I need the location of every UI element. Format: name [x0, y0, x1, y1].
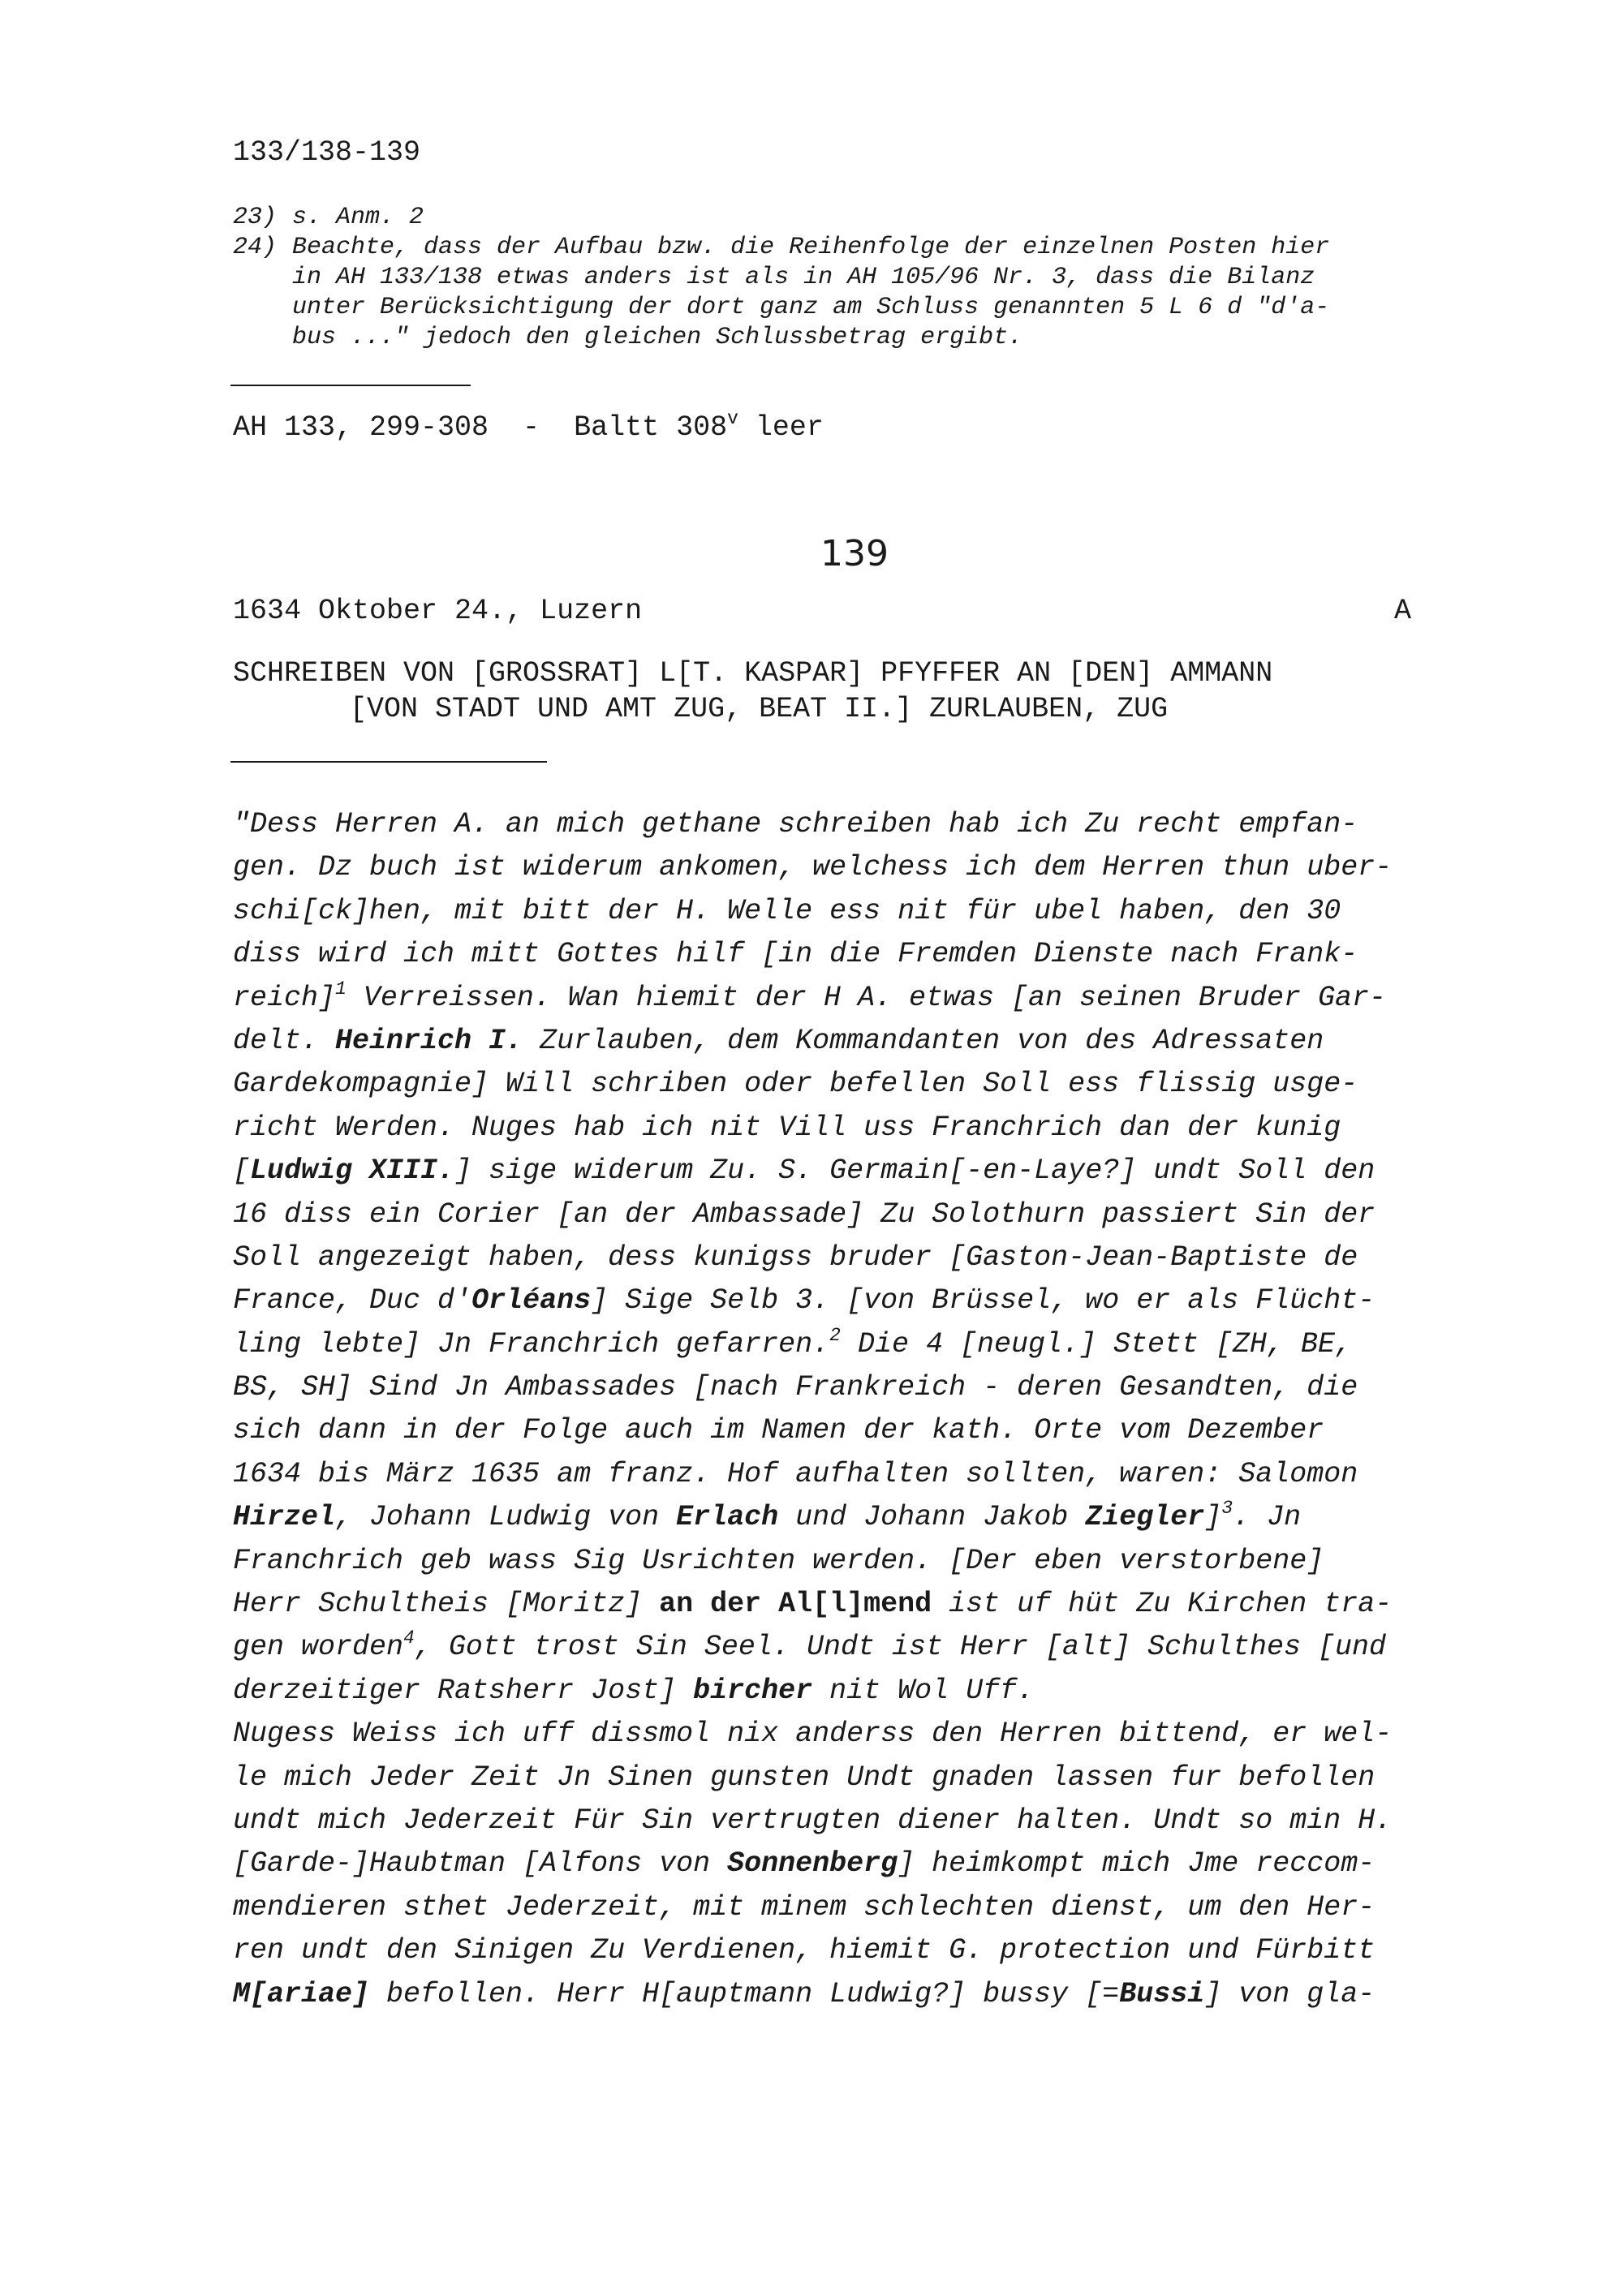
person-name: bircher	[693, 1674, 813, 1707]
footnote-ref: 2	[829, 1324, 841, 1346]
document-title-line: SCHREIBEN VON [GROSSRAT] L[T. KASPAR] PFYFFER AN [DEN] AMMANN	[233, 657, 1273, 690]
footnote-ref: 1	[335, 978, 347, 1000]
body-line: [Ludwig XIII.] sige widerum Zu. S. Germain[-en-Laye?] undt Soll den	[233, 1154, 1375, 1188]
source-reference-text: AH 133, 299-308 - Baltt 308	[233, 411, 728, 444]
body-line: reich]$^1$ Verreissen. Wan hiemit der H A. etwas [an seinen Bruder Gar-	[233, 978, 1387, 1014]
body-line: gen. Dz buch ist widerum ankomen, welchess ich dem Herren thun uber-	[233, 851, 1393, 884]
body-line: 16 diss ein Corier [an der Ambassade] Zu Solothurn passiert Sin der	[233, 1197, 1375, 1231]
footnote-24	[233, 233, 1483, 353]
body-line: undt mich Jederzeit Für Sin vertrugten diener halten. Undt so min H.	[233, 1804, 1393, 1837]
page-reference: 133/138-139	[233, 136, 421, 169]
source-reference	[233, 408, 824, 444]
footnote-number: 23)	[233, 204, 278, 231]
footnote-divider	[230, 385, 471, 386]
body-line: Herr Schultheis [Moritz] an der Al[l]mend ist uf hüt Zu Kirchen tra-	[233, 1588, 1393, 1621]
body-line: ren undt den Sinigen Zu Verdienen, hiemit G. protection und Fürbitt	[233, 1934, 1375, 1967]
body-line: ling lebte] Jn Franchrich gefarren.$^2$ Die 4 [neugl.] Stett [ZH, BE,	[233, 1324, 1353, 1361]
body-line: M[ariae] befollen. Herr H[auptmann Ludwig?] bussy [=Bussi] von gla-	[233, 1977, 1375, 2010]
person-name: Ziegler	[1085, 1501, 1205, 1534]
person-name: Sonnenberg	[727, 1847, 898, 1881]
body-line: gen worden$^4$, Gott trost Sin Seel. Undt ist Herr [alt] Schulthes [und	[233, 1627, 1387, 1664]
source-reference-suffix: leer	[738, 411, 824, 444]
person-name: Heinrich I.	[335, 1024, 523, 1057]
document-number: 139	[820, 533, 889, 574]
letter-body	[233, 803, 1548, 2016]
body-line: derzeitiger Ratsherr Jost] bircher nit Wol Uff.	[233, 1674, 1035, 1707]
body-line: sich dann in der Folge auch im Namen der kath. Orte vom Dezember	[233, 1414, 1324, 1447]
verso-mark: v	[727, 408, 738, 429]
body-line: Gardekompagnie] Will schriben oder befellen Soll ess flissig usge-	[233, 1068, 1358, 1101]
footnote-line: unter Berücksichtigung der dort ganz am Schluss genannten 5 L 6 d "d'a-	[292, 294, 1330, 321]
footnote-ref: 4	[403, 1627, 415, 1649]
body-line: France, Duc d'Orléans] Sige Selb 3. [von Brüssel, wo er als Flücht-	[233, 1284, 1375, 1318]
footnote-number: 24)	[233, 234, 278, 261]
person-name: an der Al[l]mend	[659, 1588, 932, 1621]
document-letter: A	[1394, 595, 1412, 627]
body-line: Hirzel, Johann Ludwig von Erlach und Johann Jakob Ziegler]$^3$. Jn	[233, 1498, 1302, 1534]
person-name: M[ariae]	[233, 1977, 370, 2010]
footnote-23	[233, 203, 424, 233]
person-name: Hirzel	[233, 1501, 336, 1534]
document-title-line: [VON STADT UND AMT ZUG, BEAT II.] ZURLAUBEN, ZUG	[350, 693, 1169, 725]
footnote-line: bus ..." jedoch den gleichen Schlussbetrag ergibt.	[292, 324, 1023, 351]
person-name: Orléans	[471, 1284, 592, 1318]
footnote-line: in AH 133/138 etwas anders ist als in AH 105/96 Nr. 3, dass die Bilanz	[292, 264, 1315, 291]
body-line: diss wird ich mitt Gottes hilf [in die Fremden Dienste nach Frank-	[233, 938, 1358, 971]
person-name: Erlach	[676, 1501, 779, 1534]
body-line: Franchrich geb wass Sig Usrichten werden. [Der eben verstorbene]	[233, 1544, 1324, 1577]
date-place: 1634 Oktober 24., Luzern	[233, 595, 643, 627]
person-name: Ludwig XIII.	[250, 1154, 455, 1188]
title-divider	[230, 761, 547, 763]
body-line: schi[ck]hen, mit bitt der H. Welle ess nit für ubel haben, den 30	[233, 894, 1341, 927]
body-line: Nugess Weiss ich uff dissmol nix anderss den Herren bittend, er wel-	[233, 1718, 1393, 1751]
body-line: mendieren sthet Jederzeit, mit minem schlechten dienst, um den Her-	[233, 1890, 1375, 1924]
body-line: richt Werden. Nuges hab ich nit Vill uss Franchrich dan der kunig	[233, 1111, 1341, 1144]
body-line: le mich Jeder Zeit Jn Sinen gunsten Undt gnaden lassen fur befollen	[233, 1761, 1375, 1794]
footnote-line: Beachte, dass der Aufbau bzw. die Reihenfolge der einzelnen Posten hier	[292, 234, 1330, 261]
footnote-text: s. Anm. 2	[292, 204, 424, 231]
person-name: Bussi	[1119, 1977, 1205, 2010]
body-line: 1634 bis März 1635 am franz. Hof aufhalten sollten, waren: Salomon	[233, 1457, 1358, 1490]
body-line: delt. Heinrich I. Zurlauben, dem Kommandanten von des Adressaten	[233, 1024, 1324, 1057]
body-line: Soll angezeigt haben, dess kunigss bruder [Gaston-Jean-Baptiste de	[233, 1240, 1358, 1274]
footnote-ref: 3	[1221, 1498, 1233, 1520]
body-line: BS, SH] Sind Jn Ambassades [nach Frankreich - deren Gesandten, die	[233, 1371, 1358, 1404]
body-line: "Dess Herren A. an mich gethane schreiben hab ich Zu recht empfan-	[233, 808, 1358, 841]
body-line: [Garde-]Haubtman [Alfons von Sonnenberg] heimkompt mich Jme reccom-	[233, 1847, 1375, 1881]
